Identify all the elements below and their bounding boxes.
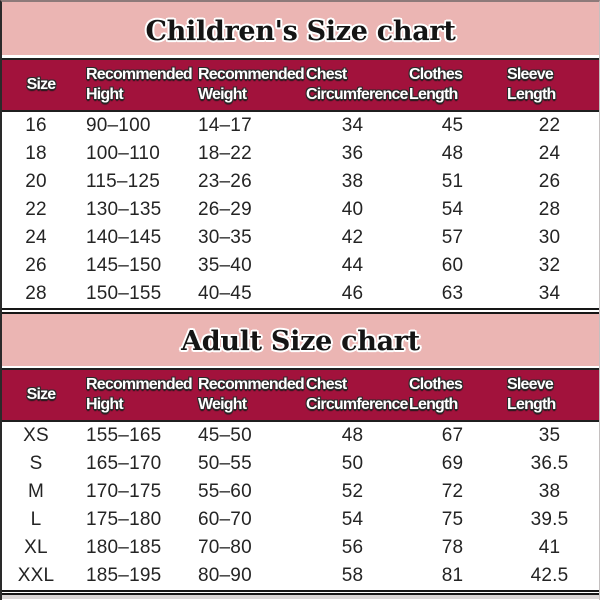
- column-header-sleeve-length: [500, 375, 599, 415]
- size-cell: 28: [25, 283, 47, 304]
- size-cell: XS: [23, 425, 49, 446]
- bottom-strip: [2, 595, 599, 599]
- chest-cell: 54: [341, 509, 364, 530]
- chest-cell: 56: [341, 537, 364, 558]
- clothes-cell: 48: [441, 143, 464, 164]
- size-cell: M: [27, 481, 45, 502]
- children-title-band: [2, 2, 599, 55]
- size-cell: 20: [25, 171, 47, 192]
- column-header-size: [2, 75, 70, 95]
- table-row: [2, 140, 599, 168]
- height-cell: 140–145: [86, 227, 162, 248]
- chest-cell: 48: [341, 425, 364, 446]
- column-header-clothes-length: [405, 65, 500, 105]
- weight-cell: 35–40: [198, 255, 252, 276]
- sleeve-cell: 35: [538, 425, 561, 446]
- weight-cell: 70–80: [198, 537, 252, 558]
- header-line: Chest: [306, 66, 347, 83]
- table-row: [2, 280, 599, 308]
- adult-size-chart: [2, 314, 599, 590]
- clothes-cell: 63: [441, 283, 464, 304]
- height-cell: 100–110: [86, 143, 160, 164]
- column-header-chest-circumference: [300, 65, 408, 105]
- table-row: [2, 196, 599, 224]
- children-size-chart: [2, 2, 599, 308]
- sleeve-cell: 41: [538, 537, 561, 558]
- weight-cell: 23–26: [198, 171, 252, 192]
- size-cell: 16: [25, 115, 47, 136]
- clothes-cell: 75: [441, 509, 464, 530]
- header-line: Size: [26, 76, 56, 93]
- chest-cell: 46: [341, 283, 364, 304]
- header-line: Clothes: [409, 66, 463, 83]
- height-cell: 145–150: [86, 255, 162, 276]
- height-cell: 165–170: [86, 453, 162, 474]
- sleeve-cell: 26: [538, 171, 561, 192]
- clothes-cell: 69: [441, 453, 464, 474]
- height-cell: 170–175: [86, 481, 162, 502]
- size-cell: XL: [24, 537, 48, 558]
- chest-cell: 52: [341, 481, 364, 502]
- header-line: Circumference: [306, 396, 408, 413]
- column-header-size: [2, 385, 70, 405]
- height-cell: 130–135: [86, 199, 162, 220]
- height-cell: 180–185: [86, 537, 162, 558]
- table-row: [2, 422, 599, 450]
- size-cell: L: [30, 509, 42, 530]
- size-cell: S: [29, 453, 43, 474]
- header-line: Chest: [306, 376, 347, 393]
- table-row: [2, 506, 599, 534]
- clothes-cell: 67: [441, 425, 464, 446]
- children-table-body: [2, 112, 599, 308]
- clothes-cell: 60: [441, 255, 464, 276]
- weight-cell: 40–45: [198, 283, 252, 304]
- header-line: Clothes: [409, 376, 463, 393]
- sleeve-cell: 38: [538, 481, 561, 502]
- column-header-sleeve-length: [500, 65, 599, 105]
- column-header-recommended-hight: [70, 65, 190, 105]
- height-cell: 150–155: [86, 283, 162, 304]
- height-cell: 90–100: [86, 115, 151, 136]
- weight-cell: 80–90: [198, 565, 252, 586]
- size-cell: 22: [25, 199, 47, 220]
- sleeve-cell: 22: [538, 115, 561, 136]
- sleeve-cell: 36.5: [530, 453, 569, 474]
- column-header-recommended-weight: [190, 375, 304, 415]
- sleeve-cell: 32: [538, 255, 561, 276]
- table-row: [2, 534, 599, 562]
- sleeve-cell: 39.5: [530, 509, 569, 530]
- weight-cell: 60–70: [198, 509, 252, 530]
- sleeve-cell: 42.5: [530, 565, 569, 586]
- header-line: Size: [26, 386, 56, 403]
- children-table-header: [2, 58, 599, 112]
- height-cell: 155–165: [86, 425, 162, 446]
- weight-cell: 55–60: [198, 481, 252, 502]
- adult-chart-title: Adult Size chart: [181, 326, 420, 357]
- chest-cell: 50: [341, 453, 364, 474]
- column-header-recommended-weight: [190, 65, 304, 105]
- clothes-cell: 57: [441, 227, 464, 248]
- chest-cell: 36: [341, 143, 364, 164]
- header-line: Length: [507, 396, 556, 413]
- size-cell: XXL: [17, 565, 55, 586]
- weight-cell: 26–29: [198, 199, 252, 220]
- header-line: Weight: [198, 86, 247, 103]
- clothes-cell: 72: [441, 481, 464, 502]
- table-row: [2, 252, 599, 280]
- chest-cell: 38: [341, 171, 364, 192]
- table-row: [2, 224, 599, 252]
- clothes-cell: 45: [441, 115, 464, 136]
- size-cell: 24: [25, 227, 47, 248]
- header-line: Recommended: [86, 66, 192, 83]
- header-line: Length: [507, 86, 556, 103]
- size-cell: 26: [25, 255, 47, 276]
- table-row: [2, 112, 599, 140]
- header-line: Recommended: [198, 66, 304, 83]
- column-header-chest-circumference: [300, 375, 408, 415]
- header-line: Sleeve: [507, 66, 553, 83]
- table-row: [2, 562, 599, 590]
- chest-cell: 58: [341, 565, 364, 586]
- clothes-cell: 78: [441, 537, 464, 558]
- sleeve-cell: 24: [538, 143, 561, 164]
- column-header-clothes-length: [405, 375, 500, 415]
- clothes-cell: 51: [441, 171, 464, 192]
- weight-cell: 18–22: [198, 143, 252, 164]
- header-line: Weight: [198, 396, 247, 413]
- header-line: Hight: [86, 396, 123, 413]
- clothes-cell: 54: [441, 199, 464, 220]
- adult-table-header: [2, 368, 599, 422]
- height-cell: 175–180: [86, 509, 162, 530]
- chest-cell: 34: [341, 115, 364, 136]
- sleeve-cell: 34: [538, 283, 561, 304]
- weight-cell: 14–17: [198, 115, 252, 136]
- weight-cell: 45–50: [198, 425, 252, 446]
- weight-cell: 30–35: [198, 227, 252, 248]
- weight-cell: 50–55: [198, 453, 252, 474]
- chest-cell: 40: [341, 199, 364, 220]
- height-cell: 115–125: [86, 171, 160, 192]
- table-row: [2, 478, 599, 506]
- chest-cell: 42: [341, 227, 364, 248]
- chest-cell: 44: [341, 255, 364, 276]
- sleeve-cell: 28: [538, 199, 561, 220]
- height-cell: 185–195: [86, 565, 162, 586]
- children-chart-title: Children's Size chart: [145, 15, 456, 47]
- header-line: Hight: [86, 86, 123, 103]
- sleeve-cell: 30: [538, 227, 561, 248]
- adult-title-band: [2, 314, 599, 366]
- adult-table-body: [2, 422, 599, 590]
- column-header-recommended-hight: [70, 375, 190, 415]
- table-row: [2, 450, 599, 478]
- header-line: Recommended: [198, 376, 304, 393]
- header-line: Recommended: [86, 376, 192, 393]
- header-line: Length: [409, 86, 458, 103]
- clothes-cell: 81: [441, 565, 464, 586]
- table-row: [2, 168, 599, 196]
- size-cell: 18: [25, 143, 47, 164]
- header-line: Sleeve: [507, 376, 553, 393]
- header-line: Circumference: [306, 86, 408, 103]
- header-line: Length: [409, 396, 458, 413]
